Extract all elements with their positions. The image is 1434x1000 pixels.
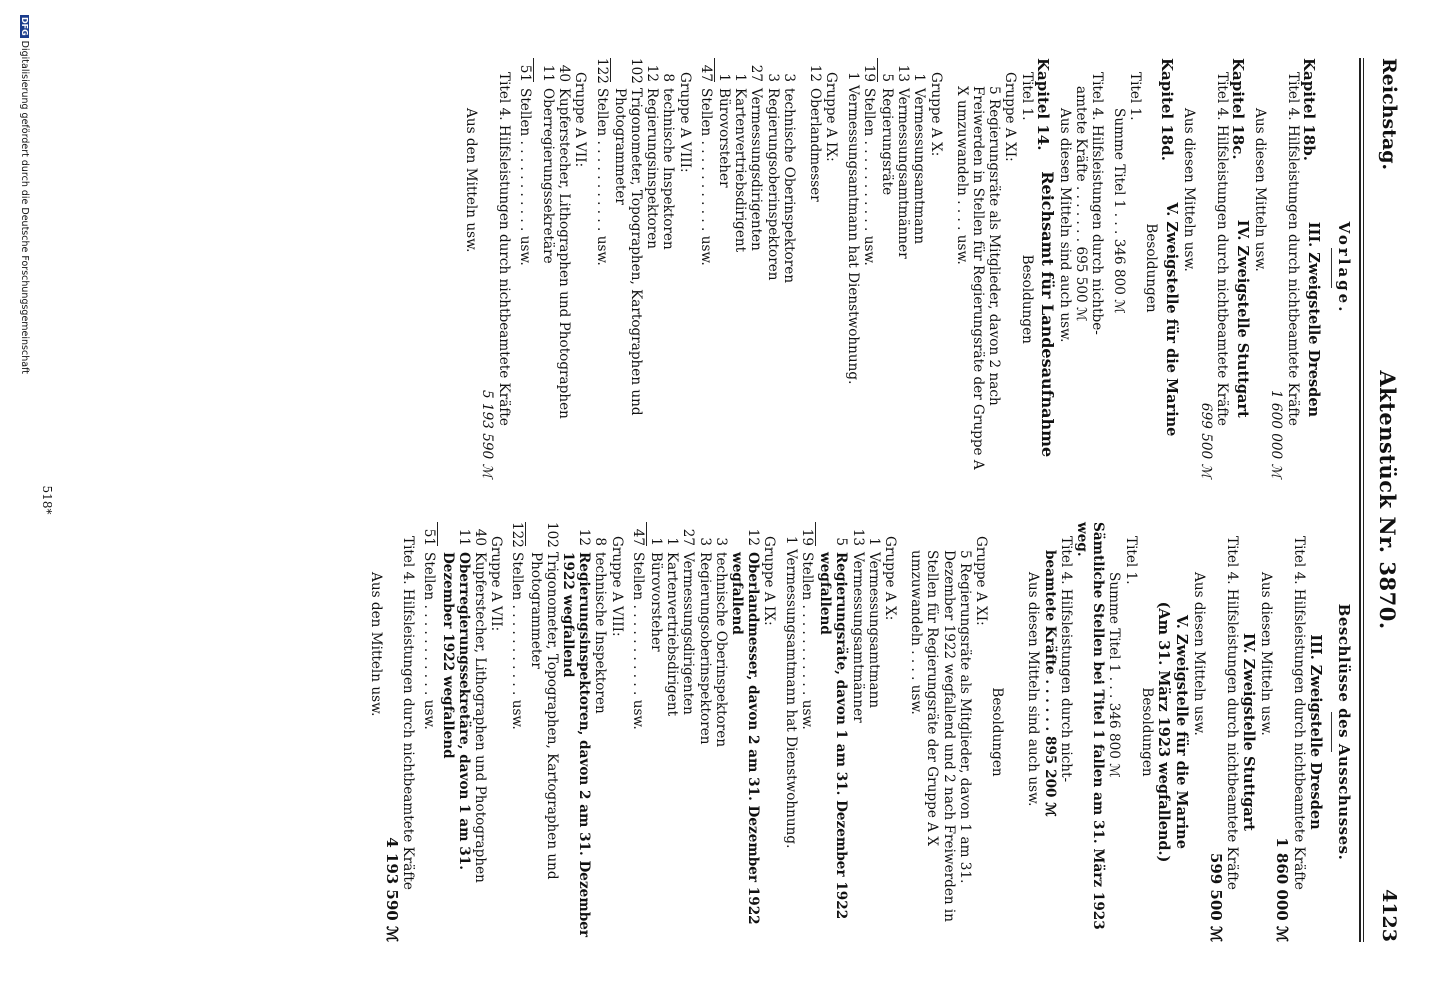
note: Aus den Mitteln usw. [463, 108, 480, 253]
right-column-title: Beschlüsse des Ausschusses. [1335, 603, 1353, 861]
item-text: Vermessungsdirigenten [748, 88, 765, 251]
item-text: Oberlandmesser [807, 88, 824, 202]
gruppe-heading: Gruppe A XI: [972, 536, 989, 626]
gruppe-heading: Gruppe A IX: [761, 536, 778, 626]
item-text: technische Oberinspektoren [712, 552, 729, 748]
sum-rule [646, 522, 647, 546]
item-text: Stellen . . . . . . . . . . . usw. [798, 552, 815, 730]
note: 1 Vermessungsamtmann hat Dienstwohnung. [782, 536, 799, 849]
item-text: Regierungsräte, davon 1 am 31. Dezember 1922 wegfallend [817, 552, 850, 920]
titel-line: Titel 4. Hilfsleistungen durch nichtbeamtete Kräfte [1223, 536, 1240, 890]
besoldungen-heading: Besoldungen [989, 687, 1006, 777]
count: 8 [660, 73, 677, 82]
count: 40 [556, 64, 573, 82]
titel-line: Titel 4. Hilfsleistungen durch nichtbeamtete Kräfte [1290, 536, 1307, 890]
count: 1 [648, 537, 665, 546]
titel-line: amtete Kräfte . . . . . . . 695 500 ℳ [1073, 86, 1090, 322]
list-item [439, 522, 471, 942]
count: 19 [860, 64, 877, 82]
section-heading: IV. Zweigstelle Stuttgart [1239, 633, 1257, 831]
item-text: Kartenvertriebsdirigent [732, 88, 749, 253]
count: 13 [895, 64, 912, 82]
item-text: Vermessungsamtmann [911, 88, 928, 245]
count: 12 [807, 64, 824, 82]
section-heading: IV. Zweigstelle Stuttgart [1233, 219, 1251, 418]
list-item [696, 522, 712, 942]
item-text: Stellen . . . . . . . . . . . usw. [516, 88, 533, 266]
title-rule [1331, 712, 1332, 752]
count: 122 [509, 522, 526, 548]
list-item [540, 58, 556, 478]
kapitel-label: Kapitel 18c. [1228, 58, 1247, 160]
item-text: Regierungsinspektoren, davon 2 am 31. Dezember 1922 wegfallend [560, 552, 593, 938]
count: 12 [644, 64, 661, 82]
amount: 4 193 590 ℳ [383, 837, 402, 942]
left-column-title: Vorlage. [1335, 221, 1353, 315]
sum-rule [815, 522, 816, 546]
amount: 5 193 590 ℳ [479, 389, 496, 478]
list-item [866, 522, 882, 942]
list-item [592, 522, 608, 942]
list-item [644, 58, 660, 478]
sum-rule [525, 522, 526, 546]
kapitel-label: Kapitel 18d. [1158, 58, 1177, 161]
besoldungen-heading: Besoldungen [1018, 254, 1035, 344]
list-item [713, 522, 729, 942]
count: 12 [745, 528, 762, 546]
list-item [612, 58, 644, 478]
count: 1 [732, 73, 749, 82]
item-text: Oberregierungssekretäre, davon 1 am 31. Dezember 1922 wegfallend [439, 552, 472, 870]
list-item [648, 522, 664, 942]
page-number: 4123 [1378, 889, 1400, 942]
item-text: Regierungsoberinspektoren [764, 88, 781, 281]
count: 19 [798, 528, 815, 546]
list-item [472, 522, 488, 942]
list-item [560, 522, 592, 942]
count: 40 [472, 528, 489, 546]
item-text: technische Inspektoren [660, 88, 677, 250]
sum-line: Summe Titel 1 . . . 346 800 ℳ [1106, 572, 1123, 778]
list-item [527, 522, 559, 942]
list-item [680, 522, 696, 942]
wegfall-note: Sämtliche Stellen bei Titel 1 fallen am 31. März 1923 weg. [1073, 522, 1107, 930]
amount: 699 500 ℳ [1197, 402, 1214, 478]
item-text: Stellen . . . . . . . . . . . usw. [697, 88, 714, 266]
sum-row [517, 58, 533, 478]
gruppe-heading: Gruppe A XI: [1002, 72, 1019, 162]
note: 1 Vermessungsamtmann hat Dienstwohnung. [844, 72, 861, 385]
note: Aus diesen Mitteln usw. [1252, 108, 1269, 272]
count: 1 [911, 73, 928, 82]
sum-rule [437, 522, 438, 546]
amount: 1 860 000 ℳ [1273, 837, 1292, 942]
besoldungen-heading: Besoldungen [1142, 223, 1159, 313]
kapitel-14-row [1035, 58, 1057, 478]
gruppe-heading: Gruppe A VII: [572, 72, 589, 168]
list-item [911, 58, 927, 478]
titel-line: Titel 4. Hilfsleistungen durch nichtbeamtete Kräfte [1213, 72, 1230, 426]
besoldungen-heading: Besoldungen [1138, 687, 1155, 777]
titel-line: Titel 1. [1018, 72, 1035, 121]
count: 102 [543, 522, 560, 548]
count: 27 [680, 528, 697, 546]
section-subheading: (Am 31. März 1923 wegfallend.) [1154, 601, 1172, 863]
dfg-logo: DFG [20, 17, 29, 36]
kapitel-18b-row [1301, 58, 1323, 478]
note: Aus diesen Mitteln sind auch usw. [1025, 572, 1042, 807]
list-item [849, 522, 865, 942]
item-text: Regierungsräte [878, 88, 895, 196]
count: 1 [865, 537, 882, 546]
kapitel-18c-row [1230, 58, 1252, 478]
count: 102 [628, 58, 645, 84]
item-text: Vermessungsamtmänner [849, 552, 866, 723]
list-item [879, 58, 895, 478]
titel-line: Titel 4. Hilfsleistungen durch nicht- [1057, 536, 1074, 783]
sum-row [861, 58, 877, 478]
note: Aus diesen Mitteln sind auch usw. [1056, 108, 1073, 343]
list-item [748, 58, 764, 478]
item-text: Regierungsoberinspektoren [696, 552, 713, 745]
titel-line: Titel 4. Hilfsleistungen durch nichtbeamtete Kräfte [495, 72, 512, 426]
titel-line: Titel 1. [1126, 72, 1143, 121]
note: Aus diesen Mitteln usw. [1258, 572, 1275, 736]
count: 1 [664, 537, 681, 546]
note: Aus den Mitteln usw. [367, 572, 384, 717]
header-title: Aktenstück Nr. 3870. [1375, 370, 1400, 630]
titel-line: Titel 4. Hilfsleistungen durch nichtbe- [1089, 72, 1106, 335]
sum-row [698, 58, 714, 478]
item-text: technische Inspektoren [592, 552, 609, 714]
right-column-beschluesse [368, 522, 1352, 942]
item-text: Stellen . . . . . . . . . . . usw. [593, 88, 610, 266]
section-heading: V. Zweigstelle für die Marine [1173, 615, 1191, 849]
gruppe-heading: Gruppe A X: [927, 72, 944, 157]
item-text: Bürovorsteher [716, 88, 733, 188]
count: 3 [696, 537, 713, 546]
list-item [729, 522, 761, 942]
sum-line: Summe Titel 1 . . . 346 800 ℳ [1110, 108, 1127, 314]
count: 11 [455, 528, 472, 546]
section-heading: V. Zweigstelle für die Marine [1163, 202, 1181, 437]
header-left: Reichstag. [1378, 58, 1400, 171]
count: 27 [748, 64, 765, 82]
note: Aus diesen Mitteln usw. [1191, 572, 1208, 736]
section-heading: III. Zweigstelle Dresden [1306, 634, 1324, 830]
item-text: Vermessungsdirigenten [680, 552, 697, 715]
item-text: Vermessungsamtmann [865, 552, 882, 709]
kapitel-label: Kapitel 18b. [1299, 58, 1318, 161]
header-rule [1359, 58, 1364, 942]
list-item [817, 522, 849, 942]
count: 122 [593, 58, 610, 84]
gruppe-heading: Gruppe A IX: [823, 72, 840, 162]
left-column-vorlage [463, 58, 1352, 478]
item-text: Trigonometer, Topographen, Kartographen und Photogrammeter [611, 88, 645, 416]
list-item [664, 522, 680, 942]
count: 51 [421, 528, 438, 546]
titel-line: beamtete Kräfte . . . . . . 895 200 ℳ [1041, 550, 1058, 817]
item-text: Oberlandmesser, davon 2 am 31. Dezember 1922 wegfallend [729, 552, 762, 925]
list-item [895, 58, 911, 478]
count: 47 [697, 64, 714, 82]
title-rule [1331, 248, 1332, 288]
gruppe-text: 5 Regierungsräte als Mitglieder, davon 1 am 31. Dezember 1922 wegfallend und 2 nach Freiwerden in Stellen für Regierungsräte der Gruppe A X umzuwandeln . . . . usw. [908, 550, 973, 923]
item-text: Bürovorsteher [648, 552, 665, 652]
count: 11 [540, 64, 557, 82]
count: 12 [576, 528, 593, 546]
amount: 1 600 000 ℳ [1268, 389, 1285, 478]
list-item [765, 58, 781, 478]
count: 1 [716, 73, 733, 82]
gruppe-heading: Gruppe A VIII: [608, 536, 625, 637]
count: 3 [712, 537, 729, 546]
credit-text: Digitalisierung gefördert durch die Deutsche Forschungsgemeinschaft [19, 40, 30, 374]
titel-line: Titel 4. Hilfsleistungen durch nichtbeamtete Kräfte [400, 536, 417, 890]
item-text: Stellen . . . . . . . . . . . usw. [860, 88, 877, 266]
sum-row [593, 58, 609, 478]
item-text: Stellen . . . . . . . . . . . usw. [509, 552, 526, 730]
list-item [732, 58, 748, 478]
list-item [781, 58, 797, 478]
item-text: technische Oberinspektoren [780, 88, 797, 284]
note: Aus diesen Mitteln usw. [1181, 108, 1198, 272]
list-item [660, 58, 676, 478]
item-text: Stellen . . . . . . . . . . . usw. [629, 552, 646, 730]
sum-rule [610, 58, 611, 82]
kapitel-18d-row [1159, 58, 1181, 478]
count: 47 [629, 528, 646, 546]
item-text: Kartenvertriebsdirigent [664, 552, 681, 717]
sum-row [799, 522, 815, 942]
list-item [807, 58, 823, 478]
amount: 599 500 ℳ [1206, 852, 1225, 942]
page-header [1364, 58, 1404, 942]
count: 5 [878, 73, 895, 82]
titel-line: Titel 1. [1122, 536, 1139, 585]
titel-line: Titel 4. Hilfsleistungen durch nichtbeamtete Kräfte [1284, 72, 1301, 426]
count: 3 [764, 73, 781, 82]
item-text: Vermessungsamtmänner [895, 88, 912, 259]
item-text: Stellen . . . . . . . . . . . usw. [421, 552, 438, 730]
section-heading: III. Zweigstelle Dresden [1304, 221, 1322, 418]
item-text: Kupferstecher, Lithographen und Photographen [556, 88, 573, 419]
sum-row [630, 522, 646, 942]
sum-rule [533, 58, 534, 82]
count: 51 [516, 64, 533, 82]
sum-rule [714, 58, 715, 82]
gruppe-heading: Gruppe A VII: [488, 536, 505, 632]
count: 5 [833, 537, 850, 546]
section-heading: Reichsamt für Landesaufnahme [1037, 171, 1057, 458]
count: 13 [849, 528, 866, 546]
item-text: Kupferstecher, Lithographen und Photographen [472, 552, 489, 883]
sum-row [509, 522, 525, 942]
titel-besoldungen-row [1018, 58, 1034, 478]
list-item [556, 58, 572, 478]
gruppe-text: 5 Regierungsräte als Mitglieder, davon 2 nach Freiwerden in Stellen für Regierungsräte der Gruppe A X umzuwandeln . . . . usw. [953, 86, 1003, 470]
kapitel-label: Kapitel 14. [1033, 58, 1052, 151]
sheet-signature: 518* [40, 485, 54, 515]
sum-rule [877, 58, 878, 82]
count: 8 [592, 537, 609, 546]
item-text: Regierungsinspektoren [644, 88, 661, 250]
count: 3 [780, 73, 797, 82]
gruppe-heading: Gruppe A VIII: [676, 72, 693, 173]
item-text: Trigonometer, Topographen, Kartographen und Photogrammeter [527, 552, 560, 880]
item-text: Oberregierungssekretäre [540, 88, 557, 264]
sum-row [421, 522, 437, 942]
list-item [716, 58, 732, 478]
digitization-credit [19, 15, 30, 374]
gruppe-heading: Gruppe A X: [881, 536, 898, 621]
